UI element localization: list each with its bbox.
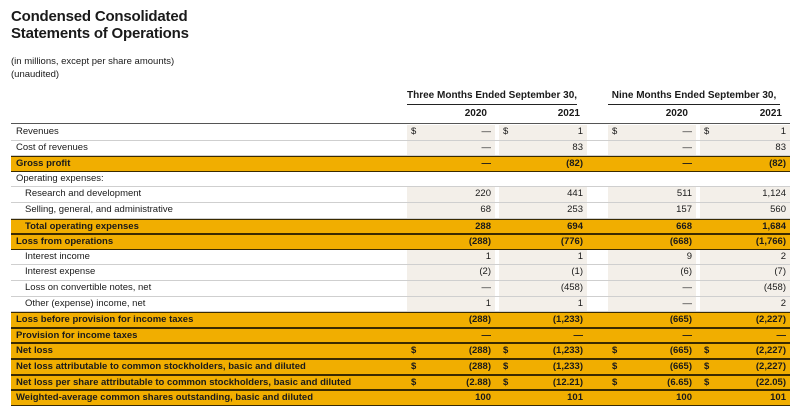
- row-label: Net loss per share attributable to common stockholders, basic and diluted: [16, 376, 352, 388]
- table-row: [11, 343, 790, 359]
- currency-symbol: $: [503, 126, 509, 137]
- currency-symbol: $: [612, 345, 618, 357]
- currency-symbol: $: [612, 126, 618, 137]
- cell-value: (82): [566, 158, 583, 170]
- value-cell: [499, 203, 587, 218]
- cell-value: (665): [669, 345, 692, 357]
- cell-value: —: [682, 281, 692, 293]
- value-cell: [608, 203, 696, 218]
- cell-value: —: [776, 329, 786, 341]
- cell-value: 560: [770, 203, 786, 215]
- row-label: Cost of revenues: [16, 141, 88, 153]
- row-label: Operating expenses:: [16, 172, 104, 184]
- currency-symbol: $: [411, 360, 417, 372]
- row-label: Gross profit: [16, 158, 71, 170]
- table-row: [11, 141, 790, 157]
- value-cell: [700, 203, 790, 218]
- value-cell: [499, 141, 587, 156]
- value-cell: [407, 313, 495, 327]
- table-row: [11, 234, 790, 250]
- value-cell: [407, 141, 495, 156]
- value-cell: [700, 220, 790, 234]
- currency-symbol: $: [503, 376, 509, 388]
- value-cell: [700, 265, 790, 280]
- cell-value: —: [682, 126, 692, 137]
- table-row: [11, 312, 790, 328]
- row-label: Total operating expenses: [25, 220, 139, 232]
- value-cell: [499, 344, 587, 358]
- value-cell: [499, 313, 587, 327]
- cell-value: (2): [479, 266, 491, 278]
- cell-value: 1: [577, 297, 583, 309]
- cell-value: 1,684: [762, 220, 786, 232]
- value-cell: [608, 141, 696, 156]
- cell-value: 1: [780, 126, 786, 137]
- value-cell: [407, 360, 495, 374]
- cell-value: 1: [577, 126, 583, 137]
- cell-value: 83: [775, 141, 786, 153]
- cell-value: —: [481, 141, 491, 153]
- table-row: [11, 156, 790, 172]
- cell-value: (6): [680, 266, 692, 278]
- table-row: [11, 187, 790, 203]
- cell-value: (1,233): [552, 345, 583, 357]
- row-label: Interest expense: [25, 266, 96, 278]
- cell-value: (2,227): [755, 345, 786, 357]
- row-label: Provision for income taxes: [16, 329, 138, 341]
- value-cell: [407, 187, 495, 202]
- cell-value: 100: [676, 392, 692, 404]
- cell-value: (288): [468, 360, 491, 372]
- value-cell: [407, 329, 495, 343]
- value-cell: [700, 187, 790, 202]
- currency-symbol: $: [612, 360, 618, 372]
- cell-value: (2,227): [755, 360, 786, 372]
- cell-value: 9: [686, 250, 692, 262]
- table-row: [11, 359, 790, 375]
- value-cell: [499, 220, 587, 234]
- cell-value: (668): [669, 236, 692, 248]
- currency-symbol: $: [411, 126, 417, 137]
- value-cell: [608, 313, 696, 327]
- value-cell: [608, 297, 696, 312]
- nine-months-header: Nine Months Ended September 30,: [611, 90, 777, 101]
- value-cell: [700, 344, 790, 358]
- currency-symbol: $: [704, 126, 710, 137]
- value-cell: [608, 329, 696, 343]
- cell-value: (1,233): [552, 314, 583, 326]
- header-rule: [11, 123, 790, 124]
- cell-value: 2: [780, 297, 786, 309]
- cell-value: —: [481, 126, 491, 137]
- cell-value: 1: [485, 297, 491, 309]
- cell-value: 100: [475, 392, 491, 404]
- value-cell: [700, 297, 790, 312]
- value-cell: [407, 235, 495, 249]
- value-cell: [407, 297, 495, 312]
- table-row: [11, 265, 790, 281]
- row-label: Net loss attributable to common stockholders, basic and diluted: [16, 360, 306, 372]
- value-cell: [499, 187, 587, 202]
- currency-symbol: $: [503, 345, 509, 357]
- three-months-header: Three Months Ended September 30,: [407, 90, 578, 101]
- cell-value: 288: [475, 220, 491, 232]
- cell-value: —: [481, 281, 491, 293]
- year-header: 2020: [464, 108, 487, 119]
- row-label: Interest income: [25, 250, 90, 262]
- table-row: [11, 203, 790, 219]
- cell-value: (1,233): [552, 360, 583, 372]
- table-row: [11, 390, 790, 406]
- value-cell: [407, 391, 495, 405]
- value-cell: [608, 360, 696, 374]
- subtitle-units: (in millions, except per share amounts): [11, 56, 175, 67]
- cell-value: 668: [676, 220, 692, 232]
- value-cell: [407, 250, 495, 265]
- cell-value: 157: [676, 203, 692, 215]
- currency-symbol: $: [411, 345, 417, 357]
- value-cell: [700, 313, 790, 327]
- row-label: Revenues: [16, 126, 59, 137]
- cell-value: (776): [560, 236, 583, 248]
- year-header: 2020: [665, 108, 688, 119]
- cell-value: (12.21): [552, 376, 583, 388]
- row-label: Selling, general, and administrative: [25, 203, 173, 215]
- value-cell: [407, 125, 495, 140]
- cell-value: (7): [774, 266, 786, 278]
- cell-value: (288): [468, 314, 491, 326]
- cell-value: 441: [567, 188, 583, 200]
- value-cell: [407, 220, 495, 234]
- value-cell: [499, 329, 587, 343]
- value-cell: [499, 297, 587, 312]
- row-label: Loss on convertible notes, net: [25, 281, 152, 293]
- value-cell: [499, 391, 587, 405]
- value-cell: [700, 250, 790, 265]
- table-row: [11, 172, 790, 188]
- value-cell: [608, 376, 696, 390]
- cell-value: —: [481, 158, 491, 170]
- cell-value: —: [481, 329, 491, 341]
- subtitle: [11, 55, 174, 81]
- cell-value: —: [682, 158, 692, 170]
- value-cell: [700, 376, 790, 390]
- value-cell: [608, 235, 696, 249]
- value-cell: [499, 157, 587, 171]
- value-cell: [499, 376, 587, 390]
- value-cell: [608, 344, 696, 358]
- cell-value: 101: [770, 392, 786, 404]
- value-cell: [608, 265, 696, 280]
- cell-value: 220: [475, 188, 491, 200]
- value-cell: [407, 281, 495, 296]
- statement-table: [11, 125, 790, 406]
- table-row: [11, 219, 790, 235]
- currency-symbol: $: [612, 376, 618, 388]
- value-cell: [608, 250, 696, 265]
- value-cell: [700, 391, 790, 405]
- cell-value: 68: [480, 203, 491, 215]
- page-title: [11, 8, 189, 42]
- value-cell: [407, 376, 495, 390]
- table-row: [11, 328, 790, 344]
- table-row: [11, 250, 790, 266]
- cell-value: (288): [468, 236, 491, 248]
- value-cell: [499, 250, 587, 265]
- value-cell: [499, 281, 587, 296]
- value-cell: [608, 157, 696, 171]
- value-cell: [499, 265, 587, 280]
- cell-value: 83: [572, 141, 583, 153]
- cell-value: (665): [669, 360, 692, 372]
- cell-value: —: [682, 141, 692, 153]
- year-header: 2021: [759, 108, 782, 119]
- cell-value: (2,227): [755, 314, 786, 326]
- currency-symbol: $: [704, 360, 710, 372]
- table-row: [11, 281, 790, 297]
- subtitle-unaudited: (unaudited): [11, 69, 60, 80]
- value-cell: [407, 203, 495, 218]
- currency-symbol: $: [503, 360, 509, 372]
- cell-value: (6.65): [667, 376, 692, 388]
- cell-value: 511: [676, 188, 692, 200]
- value-cell: [499, 235, 587, 249]
- value-cell: [700, 360, 790, 374]
- cell-value: (82): [769, 158, 786, 170]
- row-label: Weighted-average common shares outstanding, basic and diluted: [16, 392, 314, 404]
- row-label: Research and development: [25, 188, 142, 200]
- row-label: Loss before provision for income taxes: [16, 314, 194, 326]
- value-cell: [608, 281, 696, 296]
- cell-value: (458): [560, 281, 583, 293]
- value-cell: [407, 344, 495, 358]
- row-label: Loss from operations: [16, 236, 114, 248]
- value-cell: [608, 391, 696, 405]
- value-cell: [700, 235, 790, 249]
- currency-symbol: $: [411, 376, 417, 388]
- value-cell: [608, 220, 696, 234]
- cell-value: (22.05): [755, 376, 786, 388]
- value-cell: [608, 187, 696, 202]
- row-label: Other (expense) income, net: [25, 297, 146, 309]
- cell-value: —: [573, 329, 583, 341]
- cell-value: 2: [780, 250, 786, 262]
- title-line-1: Condensed Consolidated: [11, 8, 188, 25]
- cell-value: (2.88): [466, 376, 491, 388]
- value-cell: [499, 360, 587, 374]
- row-label: Net loss: [16, 345, 53, 357]
- currency-symbol: $: [704, 376, 710, 388]
- cell-value: 694: [567, 220, 583, 232]
- table-row: [11, 375, 790, 391]
- three-months-rule: [407, 104, 577, 105]
- value-cell: [499, 125, 587, 140]
- cell-value: 1: [485, 250, 491, 262]
- table-row: [11, 125, 790, 141]
- value-cell: [407, 265, 495, 280]
- cell-value: 101: [567, 392, 583, 404]
- cell-value: —: [682, 297, 692, 309]
- value-cell: [700, 157, 790, 171]
- cell-value: 253: [567, 203, 583, 215]
- value-cell: [407, 157, 495, 171]
- value-cell: [608, 125, 696, 140]
- table-row: [11, 297, 790, 313]
- value-cell: [700, 281, 790, 296]
- value-cell: [700, 329, 790, 343]
- cell-value: (1,766): [755, 236, 786, 248]
- nine-months-rule: [608, 104, 780, 105]
- currency-symbol: $: [704, 345, 710, 357]
- cell-value: (288): [468, 345, 491, 357]
- cell-value: 1: [577, 250, 583, 262]
- cell-value: (458): [763, 281, 786, 293]
- year-header: 2021: [557, 108, 580, 119]
- cell-value: 1,124: [762, 188, 786, 200]
- title-line-2: Statements of Operations: [11, 25, 189, 42]
- cell-value: (1): [571, 266, 583, 278]
- value-cell: [700, 141, 790, 156]
- cell-value: —: [682, 329, 692, 341]
- cell-value: (665): [669, 314, 692, 326]
- value-cell: [700, 125, 790, 140]
